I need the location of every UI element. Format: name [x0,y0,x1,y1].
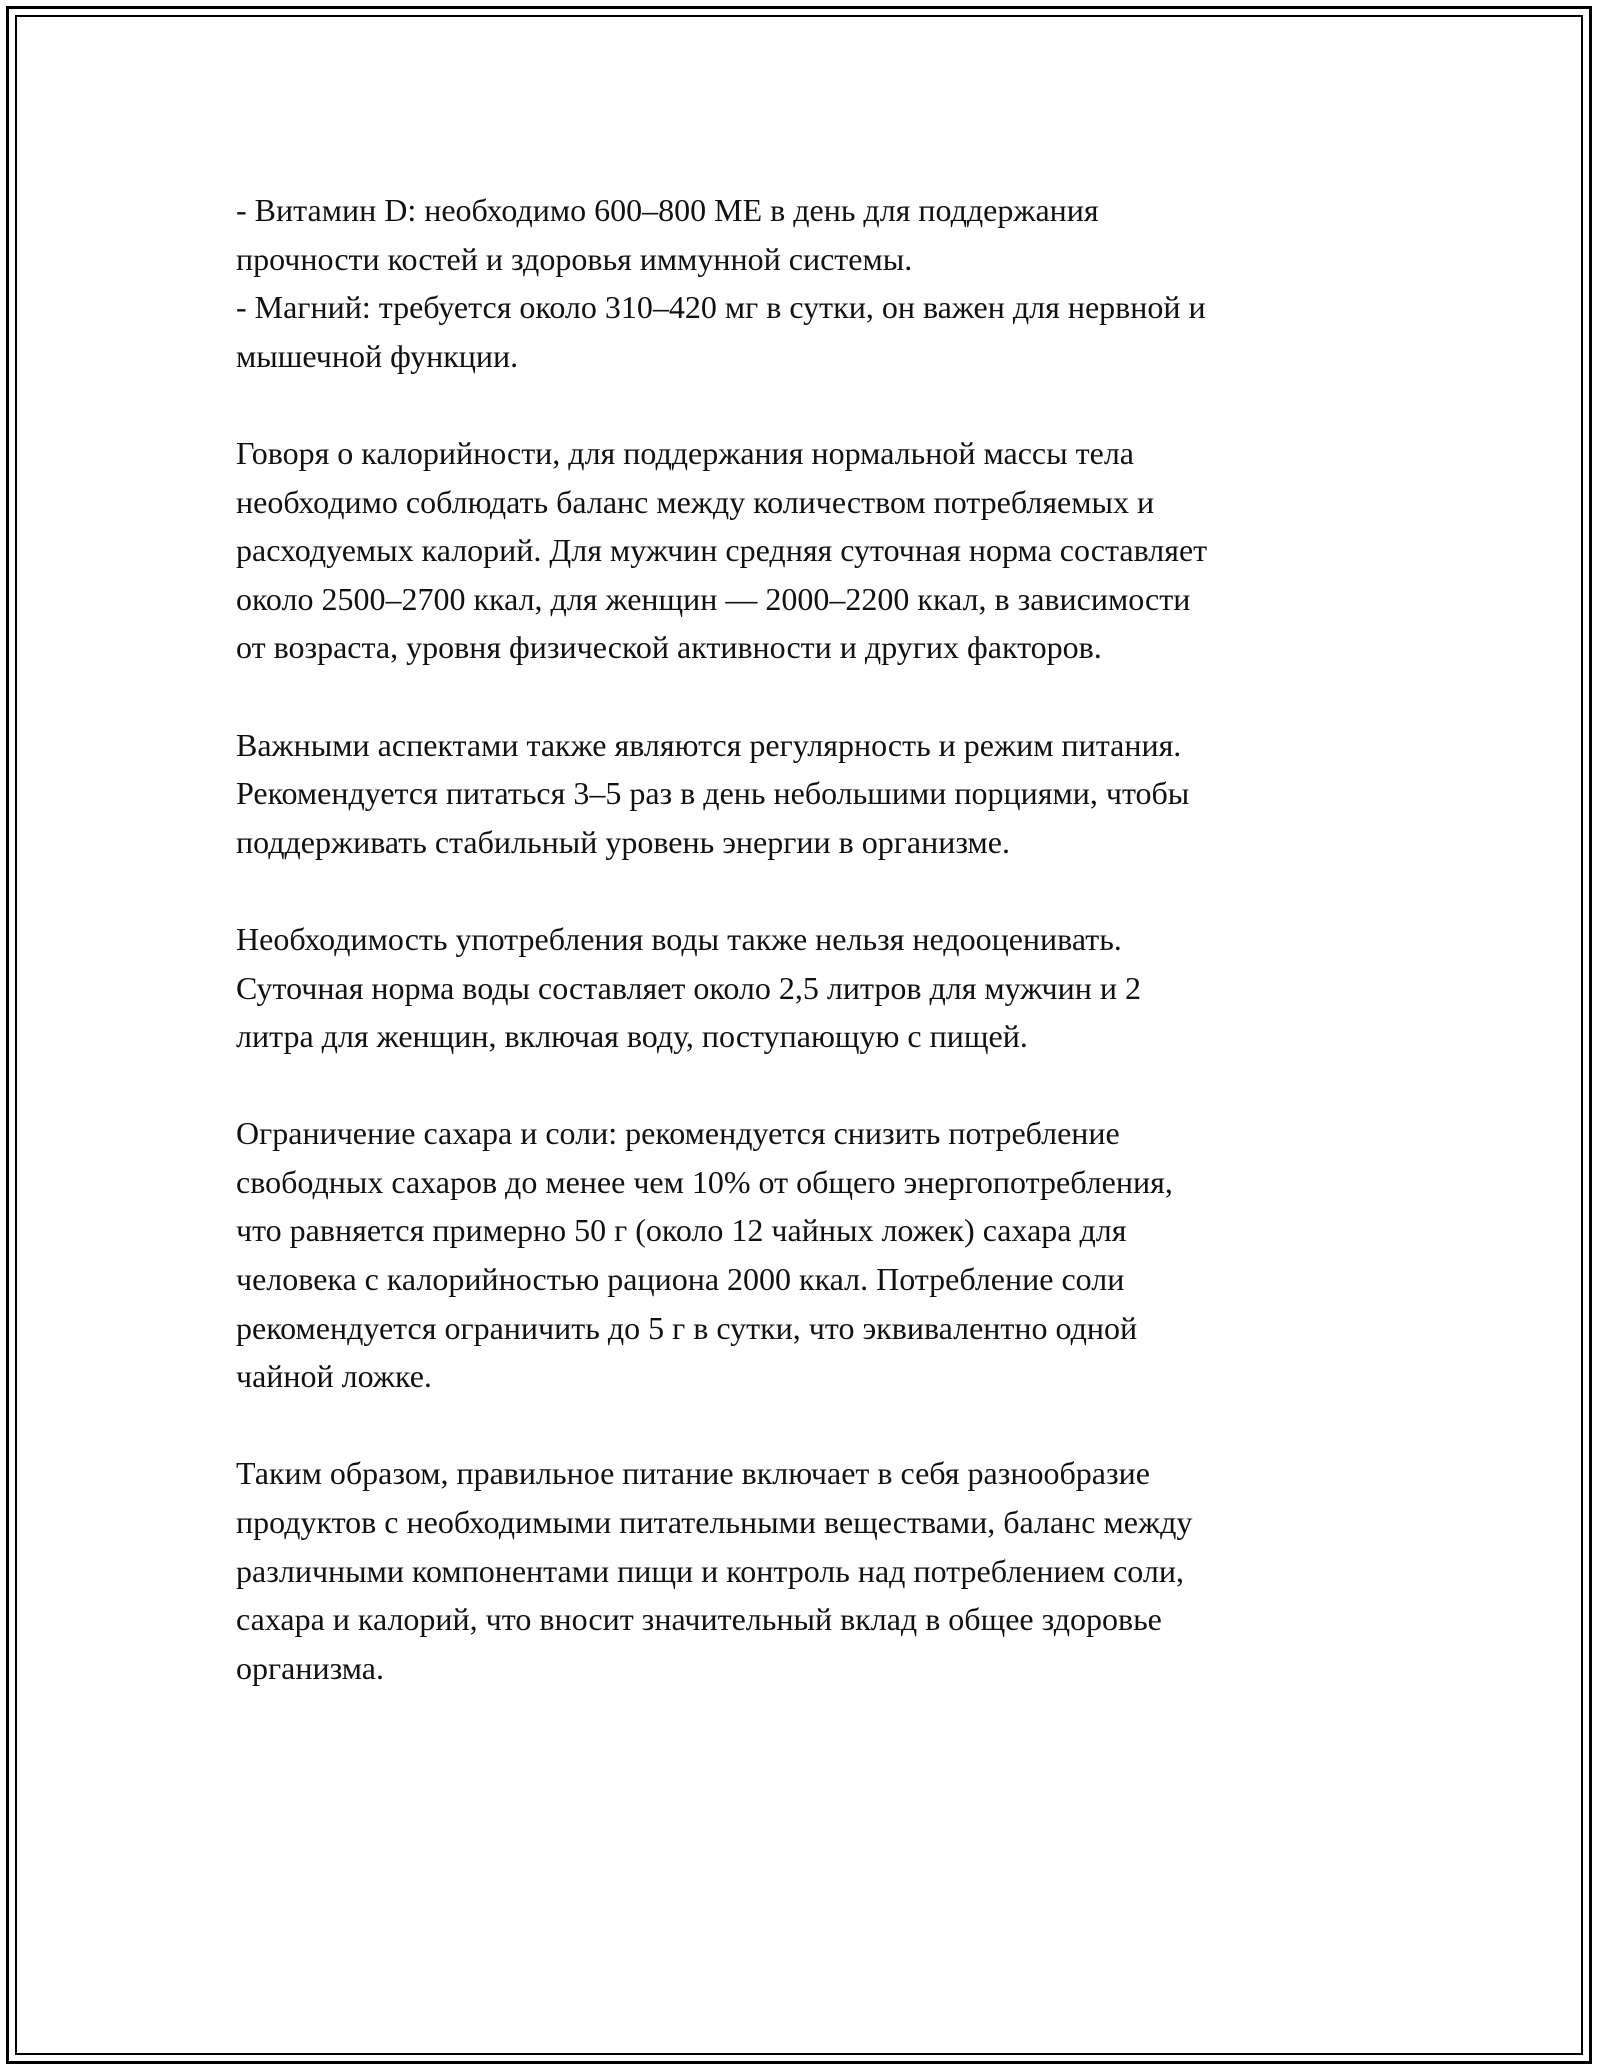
paragraph-sugar-salt [236,1109,1376,1401]
text-line: расходуемых калорий. Для мужчин средняя суточная норма составляет [236,532,1208,569]
paragraph-vitamins [236,186,1376,380]
text-line: Таким образом, правильное питание включает в себя разнообразие [236,1455,1150,1492]
text-line: поддерживать стабильный уровень энергии в организме. [236,823,1010,860]
paragraph-water [236,915,1376,1061]
text-line: организма. [236,1649,384,1686]
text-line: мышечной функции. [236,337,519,374]
text-line: различными компонентами пищи и контроль над потреблением соли, [236,1552,1184,1589]
text-line: Необходимость употребления воды также нельзя недооценивать. [236,920,1122,957]
paragraph-calories [236,429,1376,672]
paragraph-meal-regularity [236,721,1376,867]
text-line: прочности костей и здоровья иммунной системы. [236,240,913,277]
text-line: около 2500–2700 ккал, для женщин — 2000–2200 ккал, в зависимости [236,580,1191,617]
text-line: что равняется примерно 50 г (около 12 чайных ложек) сахара для [236,1212,1127,1249]
paragraph-conclusion [236,1449,1376,1692]
text-line: от возраста, уровня физической активности и других факторов. [236,629,1102,666]
text-line: Рекомендуется питаться 3–5 раз в день небольшими порциями, чтобы [236,775,1190,812]
text-line: свободных сахаров до менее чем 10% от общего энергопотребления, [236,1163,1173,1200]
text-line: Важными аспектами также являются регулярность и режим питания. [236,726,1182,763]
text-line: человека с калорийностью рациона 2000 ккал. Потребление соли [236,1261,1125,1298]
text-line: необходимо соблюдать баланс между количеством потребляемых и [236,483,1155,520]
text-line: рекомендуется ограничить до 5 г в сутки, что эквивалентно одной [236,1309,1138,1346]
text-line: Говоря о калорийности, для поддержания нормальной массы тела [236,434,1134,471]
text-line: - Магний: требуется около 310–420 мг в сутки, он важен для нервной и [236,289,1206,326]
text-line: литра для женщин, включая воду, поступающую с пищей. [236,1018,1028,1055]
text-line: продуктов с необходимыми питательными веществами, баланс между [236,1504,1193,1541]
text-line: сахара и калорий, что вносит значительный вклад в общее здоровье [236,1601,1162,1638]
text-line: Ограничение сахара и соли: рекомендуется снизить потребление [236,1115,1120,1152]
text-line: Суточная норма воды составляет около 2,5 литров для мужчин и 2 [236,969,1142,1006]
document-body [236,186,1376,1741]
text-line: - Витамин D: необходимо 600–800 МЕ в день для поддержания [236,192,1099,228]
text-line: чайной ложке. [236,1358,432,1395]
